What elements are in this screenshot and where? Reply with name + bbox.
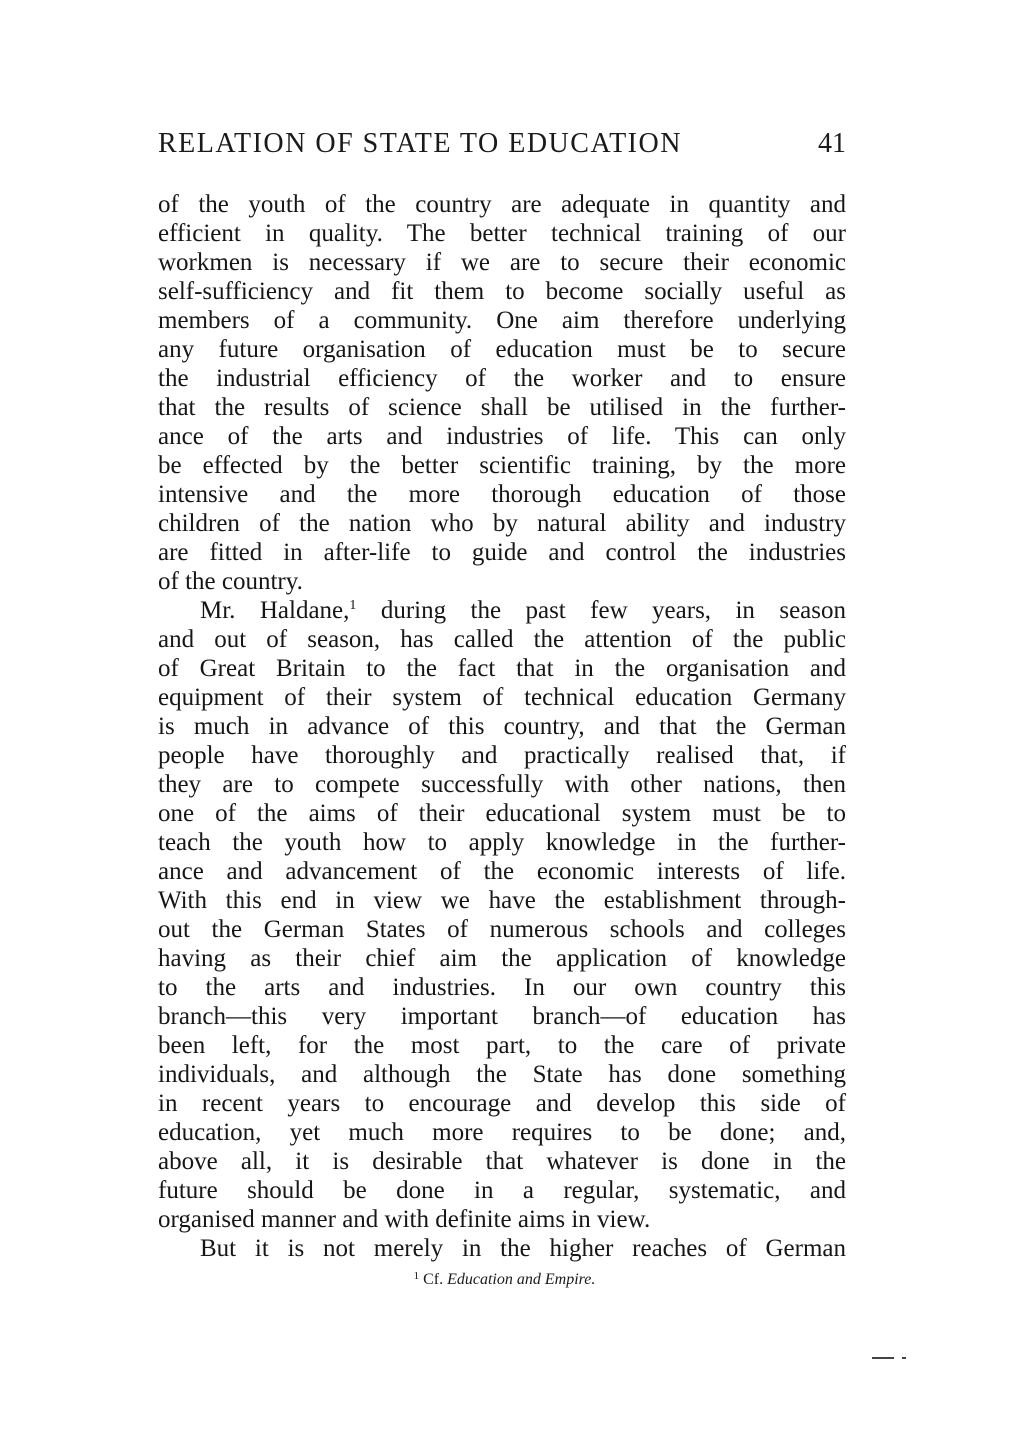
- text-line: members of a community. One aim therefore underlying: [158, 307, 846, 334]
- text-line: been left, for the most part, to the care of private: [158, 1032, 846, 1059]
- text-line: workmen is necessary if we are to secure their economic: [158, 249, 846, 276]
- text-line: future should be done in a regular, systematic, and: [158, 1177, 846, 1204]
- text-line: people have thoroughly and practically realised that, if: [158, 742, 846, 769]
- page-number: 41: [818, 128, 846, 159]
- text-line: With this end in view we have the establishment through-: [158, 887, 846, 914]
- text-line: education, yet much more requires to be done; and,: [158, 1119, 846, 1146]
- text-line: one of the aims of their educational system must be to: [158, 800, 846, 827]
- text-line: teach the youth how to apply knowledge in the further-: [158, 829, 846, 856]
- text-line: ance of the arts and industries of life. This can only: [158, 423, 846, 450]
- text-line: organised manner and with definite aims in view.: [158, 1206, 651, 1233]
- running-head: [158, 128, 846, 168]
- text-line-haldane: [158, 596, 846, 625]
- text-line: equipment of their system of technical education Germany: [158, 684, 846, 711]
- haldane-line-rest: during the past few years, in season: [356, 597, 846, 624]
- footnote-reference: 1: [349, 598, 357, 613]
- text-line: are fitted in after-life to guide and control the industries: [158, 539, 846, 566]
- text-line: efficient in quality. The better technical training of our: [158, 220, 846, 247]
- text-line: to the arts and industries. In our own country this: [158, 974, 846, 1001]
- text-line: be effected by the better scientific training, by the more: [158, 452, 846, 479]
- text-line: out the German States of numerous schools and colleges: [158, 916, 846, 943]
- footnote-title: Education and Empire.: [447, 1271, 596, 1288]
- text-line: of Great Britain to the fact that in the organisation and: [158, 655, 846, 682]
- text-line: self-sufficiency and fit them to become socially useful as: [158, 278, 846, 305]
- footnote: [0, 1270, 1009, 1289]
- text-line: ance and advancement of the economic interests of life.: [158, 858, 846, 885]
- text-line: the industrial efficiency of the worker and to ensure: [158, 365, 846, 392]
- running-head-title: RELATION OF STATE TO EDUCATION: [158, 128, 682, 159]
- body-text: [158, 190, 846, 1263]
- haldane-name: Mr. Haldane,: [200, 597, 350, 624]
- text-line: that the results of science shall be utilised in the further-: [158, 394, 846, 421]
- text-line: and out of season, has called the attention of the public: [158, 626, 846, 653]
- text-line: of the country.: [158, 568, 303, 595]
- footnote-prefix: Cf.: [419, 1271, 448, 1288]
- scan-dash: [872, 1357, 894, 1359]
- text-line: in recent years to encourage and develop this side of: [158, 1090, 846, 1117]
- text-line: having as their chief aim the application of knowledge: [158, 945, 846, 972]
- text-line: they are to compete successfully with other nations, then: [158, 771, 846, 798]
- text-line: of the youth of the country are adequate in quantity and: [158, 191, 846, 218]
- scan-artifact-mark: [872, 1357, 906, 1360]
- scan-dot: [902, 1357, 906, 1359]
- text-line: above all, it is desirable that whatever is done in the: [158, 1148, 846, 1175]
- text-line: any future organisation of education must be to secure: [158, 336, 846, 363]
- text-line: But it is not merely in the higher reaches of German: [200, 1235, 846, 1262]
- text-line: individuals, and although the State has done something: [158, 1061, 846, 1088]
- text-line: is much in advance of this country, and that the German: [158, 713, 846, 740]
- text-line: children of the nation who by natural ability and industry: [158, 510, 846, 537]
- text-line: intensive and the more thorough education of those: [158, 481, 846, 508]
- footnote-number: 1: [413, 1270, 420, 1282]
- text-line: branch—this very important branch—of education has: [158, 1003, 846, 1030]
